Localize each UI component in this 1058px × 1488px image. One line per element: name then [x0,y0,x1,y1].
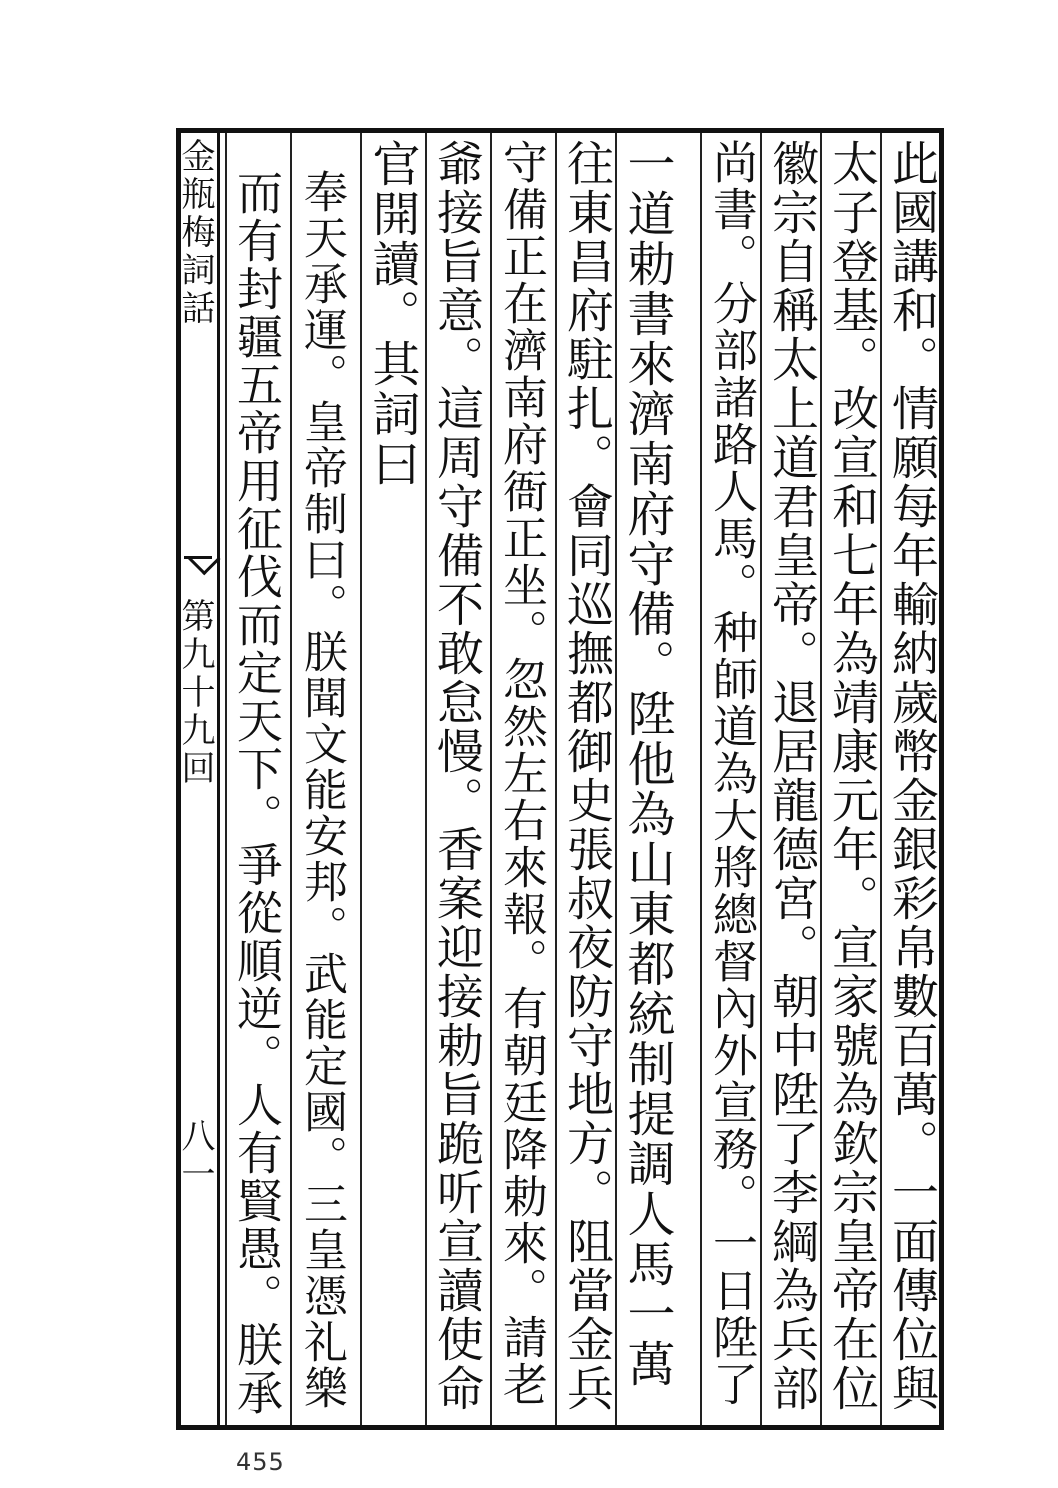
text-column-8 [425,133,484,1425]
column-text: 官開讀。其詞曰 [364,139,420,489]
text-column-3 [760,133,819,1425]
column-text: 徽宗自稱太上道君皇帝。退居龍德宮。朝中陞了李綱為兵部 [764,139,819,1413]
page-number: 455 [236,1448,285,1476]
column-text: 爺接旨意。這周守備不敢怠慢。香案迎接勅旨跪听宣讀使命 [429,139,484,1413]
text-column-1 [880,133,939,1425]
column-text: 太子登基。改宣和七年為靖康元年。宣家號為欽宗皇帝在位 [824,139,879,1413]
text-column-7 [490,133,549,1425]
column-text: 此國講和。情願每年輸納歲幣金銀彩帛數百萬。一面傳位與 [884,139,939,1413]
spine-book-title: 金瓶梅詞話 [175,138,215,328]
fishtail-mark [184,556,212,589]
text-column-2 [820,133,879,1425]
column-text: 守備正在濟南府衙正坐。忽然左右來報。有朝廷降勅來。請老 [495,139,548,1408]
spine-column [176,128,220,1430]
text-columns-area [220,133,939,1425]
column-text: 一道勅書來濟南府守備。陞他為山東都統制提調人馬一萬 [619,139,675,1389]
column-text: 而有封疆五帝用征伐而定天下。爭從順逆。人有賢愚。朕承 [230,169,284,1417]
column-text: 往東昌府駐扎。會同巡撫都御史張叔夜防守地方。阻當金兵 [559,139,614,1413]
spine-chapter-label: 第九十九回 [175,598,215,788]
text-column-11 [225,133,284,1425]
text-column-10 [290,133,349,1425]
column-text: 尚書。分部諸路人馬。种師道為大將總督內外宣務。一日陞了 [705,139,758,1408]
spine-leaf-number: 八一 [175,1118,215,1194]
column-text: 奉天承運。皇帝制曰。朕聞文能安邦。武能定國。三皇憑礼樂 [296,169,347,1411]
text-column-5 [615,133,674,1425]
text-column-6 [555,133,614,1425]
text-column-4 [700,133,759,1425]
text-column-9 [360,133,419,1425]
